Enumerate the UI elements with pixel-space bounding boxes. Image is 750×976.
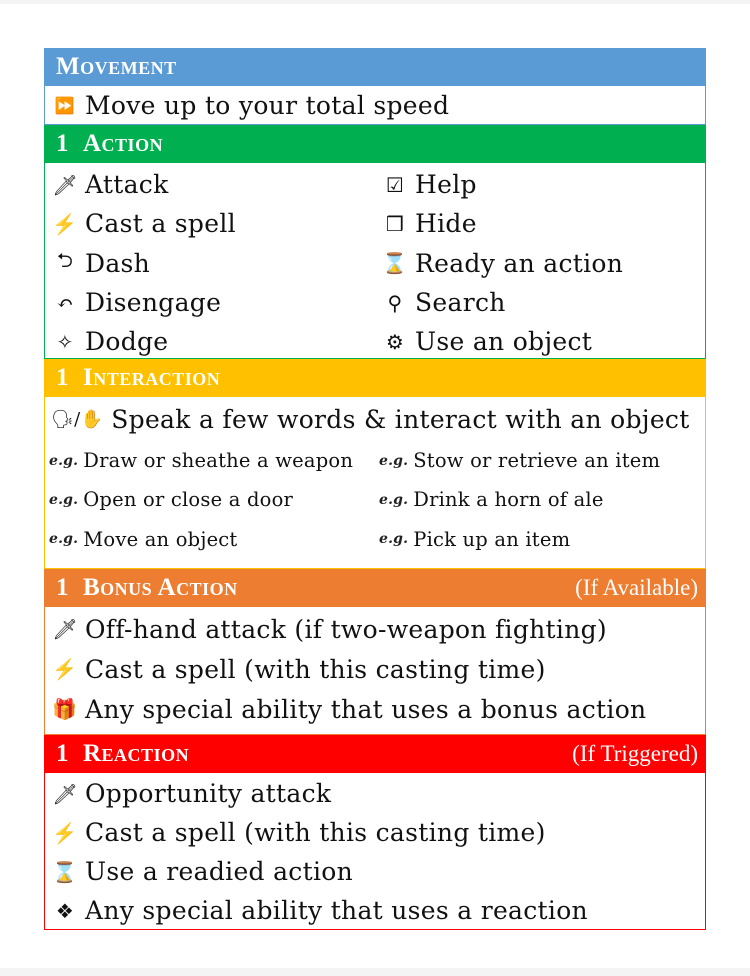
action-item-dodge [45, 322, 375, 361]
action-item-hide [375, 204, 707, 243]
lightning-icon: ⚡ [52, 657, 78, 681]
interaction-header [44, 359, 706, 397]
interaction-example [45, 480, 375, 519]
bonus-action-count: 1 [56, 574, 69, 601]
action-item-dash [45, 244, 375, 283]
action-item-search [375, 283, 707, 322]
action-left-column [45, 165, 375, 361]
reaction-item-text: Any special ability that uses a reaction [85, 896, 588, 925]
gear-icon: ⚙ [385, 329, 405, 354]
u-turn-arrow-icon: ⮌ [56, 248, 74, 273]
reaction-item-text: Cast a spell (with this casting time) [85, 818, 546, 847]
hourglass-icon: ⌛ [52, 859, 78, 884]
bonus-action-item-text: Off-hand attack (if two-weapon fighting) [85, 614, 607, 644]
reaction-body [44, 773, 706, 930]
action-item-label: Disengage [85, 288, 222, 318]
action-item-label: Dodge [85, 327, 169, 357]
eg-label: e.g. [379, 452, 409, 469]
interaction-examples [45, 441, 705, 559]
escape-arrow-icon: ↶ [56, 290, 74, 315]
reaction-item [45, 774, 705, 813]
movement-item [45, 86, 705, 125]
bonus-action-body [44, 607, 706, 735]
interaction-example-text: Drink a horn of ale [413, 488, 604, 512]
reaction-title: Reaction [83, 740, 190, 767]
bonus-action-item-text: Any special ability that uses a bonus action [85, 694, 647, 724]
page [0, 4, 750, 968]
interaction-title: Interaction [83, 364, 221, 391]
interaction-body [44, 397, 706, 569]
reaction-item-text: Use a readied action [85, 857, 353, 886]
action-economy-card [44, 48, 706, 930]
eg-label: e.g. [379, 531, 409, 548]
bonus-action-item [45, 609, 705, 649]
action-item-help [375, 165, 707, 204]
gift-icon: 🎁 [52, 697, 78, 721]
fast-forward-icon: ⏩ [54, 96, 76, 115]
sparkle-icon: ✧ [56, 329, 74, 354]
action-item-label: Ready an action [415, 248, 624, 278]
action-item-label: Dash [85, 248, 151, 278]
interaction-example-text: Pick up an item [413, 527, 571, 551]
interaction-example-text: Draw or sheathe a weapon [83, 449, 354, 473]
speak-hand-icon: 🗣/✋ [51, 408, 104, 430]
bonus-action-item [45, 689, 705, 729]
eg-label: e.g. [49, 452, 79, 469]
reaction-item [45, 813, 705, 852]
magnifier-icon: ⚲ [387, 290, 403, 315]
bonus-action-note: (If Available) [575, 575, 698, 600]
interaction-count: 1 [56, 364, 69, 391]
movement-title: Movement [56, 53, 177, 80]
reaction-item [45, 891, 705, 930]
action-item-label: Cast a spell [85, 209, 236, 239]
action-item-ready-an-action [375, 244, 707, 283]
interaction-example [45, 441, 375, 480]
action-item-label: Use an object [415, 327, 593, 357]
eg-label: e.g. [379, 491, 409, 508]
bonus-action-item-text: Cast a spell (with this casting time) [85, 654, 546, 684]
eg-label: e.g. [49, 531, 79, 548]
action-item-disengage [45, 283, 375, 322]
shadow-box-icon: ❒ [385, 211, 405, 236]
interaction-main-item [45, 397, 705, 441]
interaction-example-text: Stow or retrieve an item [413, 449, 661, 473]
bonus-action-title: Bonus Action [83, 574, 238, 601]
dagger-icon: 🗡 [52, 617, 78, 641]
interaction-main-text: Speak a few words & interact with an object [111, 404, 690, 434]
action-title: Action [83, 130, 164, 157]
action-item-use-an-object [375, 322, 707, 361]
action-body [44, 163, 706, 359]
action-right-column [375, 165, 707, 361]
action-item-label: Hide [415, 209, 477, 239]
action-item-attack [45, 165, 375, 204]
hourglass-icon: ⌛ [382, 251, 408, 276]
lightning-icon: ⚡ [52, 820, 78, 845]
action-item-label: Search [415, 288, 506, 318]
bonus-action-item [45, 649, 705, 689]
checkbox-icon: ☑ [385, 172, 405, 197]
dagger-icon: 🗡 [52, 172, 78, 197]
action-header [44, 125, 706, 163]
eg-label: e.g. [49, 491, 79, 508]
movement-item-text: Move up to your total speed [85, 91, 450, 120]
reaction-count: 1 [56, 740, 69, 767]
reaction-item [45, 852, 705, 891]
lightning-icon: ⚡ [52, 211, 78, 236]
interaction-example [375, 520, 707, 559]
action-item-label: Help [415, 170, 477, 200]
movement-body [44, 86, 706, 125]
interaction-example [375, 480, 707, 519]
action-item-cast-a-spell [45, 204, 375, 243]
reaction-note: (If Triggered) [572, 741, 698, 766]
action-item-label: Attack [85, 170, 169, 200]
interaction-example-text: Open or close a door [83, 488, 294, 512]
interaction-example [375, 441, 707, 480]
diamond-icon: ❖ [55, 898, 75, 923]
reaction-header [44, 735, 706, 773]
reaction-item-text: Opportunity attack [85, 779, 332, 808]
movement-header [44, 48, 706, 86]
interaction-example-text: Move an object [83, 527, 238, 551]
bonus-action-header [44, 569, 706, 607]
dagger-icon: 🗡 [52, 781, 78, 806]
interaction-example [45, 520, 375, 559]
action-count: 1 [56, 130, 69, 157]
